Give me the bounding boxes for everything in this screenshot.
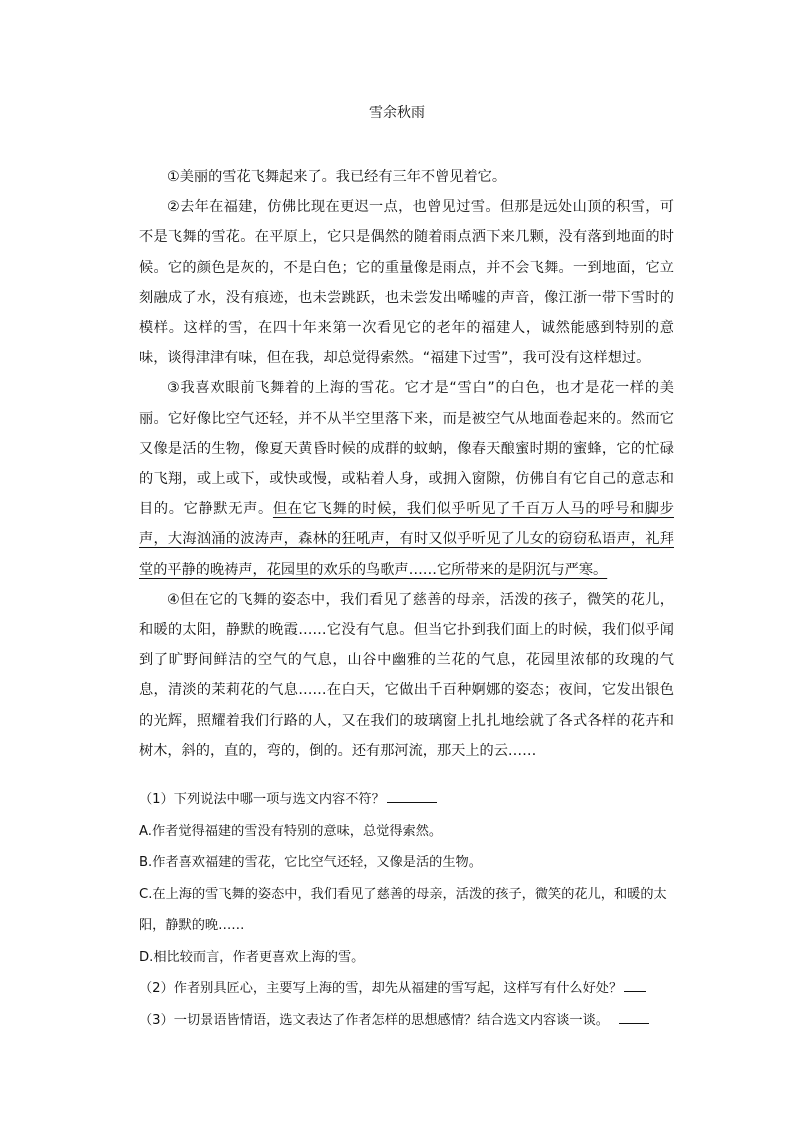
answer-blank-3[interactable]	[619, 1007, 649, 1024]
question-3	[139, 1005, 679, 1037]
article-body	[139, 162, 674, 766]
paragraph-3-underlined-text: 但在它飞舞的时候，我们似乎听见了千百万人马的呼号和脚步声，大海汹涌的波涛声，森林的狂吼声，有时又似乎听见了儿女的窃窃私语声，礼拜堂的平静的晚祷声，花园里的欢乐的鸟歌声……它所带来的是阴沉与严寒。	[139, 501, 674, 578]
question-3-text: （3）一切景语皆情语，选文表达了作者怎样的思想感情？结合选文内容谈一谈。	[139, 1012, 609, 1028]
question-1	[139, 784, 679, 816]
paragraph-4: ④但在它的飞舞的姿态中，我们看见了慈善的母亲，活泼的孩子，微笑的花儿，和暖的太阳，静默的晚霞……它没有气息。但当它扑到我们面上的时候，我们似乎闻到了旷野间鲜洁的空气的气息，山谷中幽雅的兰花的气息，花园里浓郁的玫瑰的气息，清淡的茉莉花的气息……在白天，它做出千百种婀娜的姿态；夜间，它发出银色的光辉，照耀着我们行路的人，又在我们的玻璃窗上扎扎地绘就了各式各样的花卉和树木，斜的，直的，弯的，倒的。还有那河流，那天上的云……	[139, 591, 674, 759]
option-d: D.相比较而言，作者更喜欢上海的雪。	[139, 949, 365, 965]
question-1-text: （1）下列说法中哪一项与选文内容不符？	[139, 792, 385, 807]
option-c: C.在上海的雪飞舞的姿态中，我们看见了慈善的母亲，活泼的孩子，微笑的花儿，和暖的太阳，静默的晚……	[139, 886, 667, 933]
answer-blank-1[interactable]	[387, 786, 437, 803]
question-2	[139, 973, 679, 1005]
answer-blank-2[interactable]	[624, 975, 646, 992]
question-2-text: （2）作者别具匠心，主要写上海的雪，却先从福建的雪写起，这样写有什么好处？	[139, 981, 623, 996]
paragraph-2: ②去年在福建，仿佛比现在更迟一点，也曾见过雪。但那是远处山顶的积雪，可不是飞舞的雪花。在平原上，它只是偶然的随着雨点洒下来几颗，没有落到地面的时候。它的颜色是灰的，不是白色；它的重量像是雨点，并不会飞舞。一到地面，它立刻融成了水，没有痕迹，也未尝跳跃，也未尝发出唏嘘的声音，像江浙一带下雪时的模样。这样的雪，在四十年来第一次看见它的老年的福建人，诚然能感到特别的意味，谈得津津有味，但在我，却总觉得索然。“福建下过雪”，我可没有这样想过。	[139, 199, 674, 367]
paragraph-1: ①美丽的雪花飞舞起来了。我已经有三年不曾见着它。	[167, 169, 507, 185]
page-title: 雪余秋雨	[369, 105, 425, 121]
option-a: A.作者觉得福建的雪没有特别的意味，总觉得索然。	[139, 823, 443, 839]
paragraph-3	[139, 373, 674, 584]
questions-section	[139, 784, 679, 1036]
paragraph-3-text: ③我喜欢眼前飞舞着的上海的雪花。它才是“雪白”的白色，也才是花一样的美丽。它好像比空气还轻，并不从半空里落下来，而是被空气从地面卷起来的。然而它又像是活的生物，像夏天黄昏时候的成群的蚊蚋，像春天酿蜜时期的蜜蜂，它的忙碌的飞翔，或上或下，或快或慢，或粘着人身，或拥入窗隙，仿佛自有它自己的意志和目的。它静默无声。	[139, 380, 674, 518]
option-b: B.作者喜欢福建的雪花，它比空气还轻，又像是活的生物。	[139, 855, 482, 870]
